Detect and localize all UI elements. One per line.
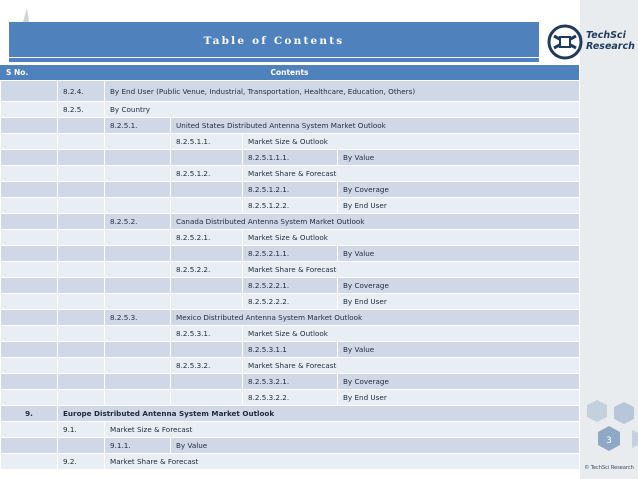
table-cell (58, 390, 105, 406)
table-cell (58, 230, 105, 246)
table-cell: By Value (338, 246, 580, 262)
table-cell: 9.1.1. (105, 438, 171, 454)
table-cell (1, 166, 58, 182)
table-cell: Market Share & Forecast (243, 262, 580, 278)
table-cell: Market Size & Outlook (243, 134, 580, 150)
table-cell: Market Size & Outlook (243, 230, 580, 246)
table-cell: 8.2.5.1.2. (171, 166, 243, 182)
table-cell: 8.2.5.3.2.1. (243, 374, 338, 390)
table-cell (58, 342, 105, 358)
table-cell (105, 166, 171, 182)
table-cell (1, 214, 58, 230)
table-cell (105, 294, 171, 310)
table-cell: 8.2.5.2.2. (171, 262, 243, 278)
table-cell (171, 246, 243, 262)
table-cell (105, 198, 171, 214)
table-cell: By Country (105, 102, 580, 118)
hexagon-decoration (580, 400, 638, 460)
table-cell: By End User (Public Venue, Industrial, Transportation, Healthcare, Education, Others) (105, 81, 580, 102)
table-cell (171, 390, 243, 406)
table-cell (171, 150, 243, 166)
table-cell: Europe Distributed Antenna System Market Outlook (58, 406, 580, 422)
header-sno: S No. (6, 68, 29, 77)
table-cell (1, 374, 58, 390)
table-cell: 8.2.5.3. (105, 310, 171, 326)
table-row (1, 134, 580, 150)
table-cell (1, 230, 58, 246)
table-cell: 9.1. (58, 422, 105, 438)
table-row (1, 182, 580, 198)
table-cell (171, 294, 243, 310)
table-row (1, 390, 580, 406)
toc-table (0, 80, 580, 470)
table-cell (58, 150, 105, 166)
table-cell (171, 182, 243, 198)
table-row (1, 454, 580, 470)
table-cell: By Coverage (338, 182, 580, 198)
table-cell (1, 150, 58, 166)
table-row (1, 278, 580, 294)
table-row (1, 326, 580, 342)
table-row (1, 81, 580, 102)
table-cell (105, 390, 171, 406)
table-row (1, 246, 580, 262)
table-cell: By End User (338, 198, 580, 214)
table-cell (1, 246, 58, 262)
page-title: Table of Contents (203, 35, 345, 47)
table-cell (58, 310, 105, 326)
table-cell: By End User (338, 294, 580, 310)
header-contents: Contents (270, 68, 309, 77)
table-cell (1, 310, 58, 326)
table-cell: Market Share & Forecast (243, 358, 580, 374)
title-bar (9, 22, 539, 62)
table-cell (171, 198, 243, 214)
table-row (1, 262, 580, 278)
table-cell (1, 294, 58, 310)
title-underline (9, 57, 539, 58)
table-cell: United States Distributed Antenna System Market Outlook (171, 118, 580, 134)
table-cell (1, 278, 58, 294)
table-row (1, 406, 580, 422)
table-cell: 9. (1, 406, 58, 422)
table-cell (58, 198, 105, 214)
brand-logo (546, 22, 634, 62)
table-cell: 8.2.5.3.2. (171, 358, 243, 374)
table-cell (105, 230, 171, 246)
table-cell (105, 150, 171, 166)
table-row (1, 310, 580, 326)
table-cell (1, 454, 58, 470)
table-row (1, 102, 580, 118)
table-cell (105, 374, 171, 390)
table-cell (1, 134, 58, 150)
table-cell (1, 438, 58, 454)
table-cell (58, 166, 105, 182)
table-cell: 8.2.5. (58, 102, 105, 118)
table-cell: By Coverage (338, 278, 580, 294)
table-cell (1, 81, 58, 102)
table-cell (1, 390, 58, 406)
table-cell (1, 342, 58, 358)
table-row (1, 422, 580, 438)
table-cell: 8.2.5.2.2.2. (243, 294, 338, 310)
table-cell: Mexico Distributed Antenna System Market Outlook (171, 310, 580, 326)
table-cell (105, 262, 171, 278)
table-cell (58, 118, 105, 134)
table-cell: 8.2.5.2.1. (171, 230, 243, 246)
brand-line2: Research (586, 41, 635, 52)
table-cell (1, 422, 58, 438)
table-row (1, 342, 580, 358)
table-row (1, 166, 580, 182)
table-row (1, 150, 580, 166)
table-cell: Market Size & Forecast (105, 422, 580, 438)
table-cell (1, 198, 58, 214)
table-cell: By Value (338, 342, 580, 358)
table-cell: 8.2.5.2. (105, 214, 171, 230)
table-cell (171, 342, 243, 358)
page-number: 3 (606, 436, 612, 446)
table-cell: 8.2.5.2.1.1. (243, 246, 338, 262)
table-cell: 9.2. (58, 454, 105, 470)
table-cell (105, 246, 171, 262)
table-cell: 8.2.5.1.2.1. (243, 182, 338, 198)
table-cell (171, 374, 243, 390)
table-cell (105, 278, 171, 294)
table-cell (171, 278, 243, 294)
table-cell (105, 342, 171, 358)
table-cell: By End User (338, 390, 580, 406)
table-cell (58, 278, 105, 294)
table-cell (1, 118, 58, 134)
table-cell (105, 134, 171, 150)
copyright-text: © TechSci Research (584, 465, 634, 471)
table-cell: 8.2.5.2.2.1. (243, 278, 338, 294)
table-cell (58, 326, 105, 342)
table-cell: 8.2.5.1.1. (171, 134, 243, 150)
table-cell (58, 182, 105, 198)
table-cell (58, 262, 105, 278)
table-row (1, 438, 580, 454)
table-cell: 8.2.5.3.2.2. (243, 390, 338, 406)
table-cell (105, 326, 171, 342)
table-cell (1, 326, 58, 342)
table-cell: By Value (171, 438, 580, 454)
techsci-cube-icon (546, 22, 586, 62)
table-cell: Market Share & Forecast (105, 454, 580, 470)
table-row (1, 294, 580, 310)
table-cell: 8.2.4. (58, 81, 105, 102)
table-cell (58, 214, 105, 230)
table-cell: 8.2.5.1.2.2. (243, 198, 338, 214)
table-cell (58, 374, 105, 390)
table-cell (1, 102, 58, 118)
table-cell: 8.2.5.3.1. (171, 326, 243, 342)
table-cell (58, 358, 105, 374)
table-cell: 8.2.5.3.1.1 (243, 342, 338, 358)
table-cell: Canada Distributed Antenna System Market Outlook (171, 214, 580, 230)
table-row (1, 230, 580, 246)
table-cell: By Value (338, 150, 580, 166)
table-cell (1, 262, 58, 278)
table-cell (105, 358, 171, 374)
table-header (0, 65, 579, 80)
table-row (1, 374, 580, 390)
table-cell (58, 294, 105, 310)
table-cell (58, 134, 105, 150)
table-cell: Market Size & Outlook (243, 326, 580, 342)
table-cell (105, 182, 171, 198)
brand-line1: TechSci (586, 30, 626, 41)
table-cell: 8.2.5.1.1.1. (243, 150, 338, 166)
table-row (1, 214, 580, 230)
table-cell: Market Share & Forecast (243, 166, 580, 182)
table-row (1, 118, 580, 134)
table-cell (1, 182, 58, 198)
table-row (1, 358, 580, 374)
table-row (1, 198, 580, 214)
table-cell (1, 358, 58, 374)
table-cell: By Coverage (338, 374, 580, 390)
table-cell (58, 246, 105, 262)
table-cell: 8.2.5.1. (105, 118, 171, 134)
table-cell (58, 438, 105, 454)
